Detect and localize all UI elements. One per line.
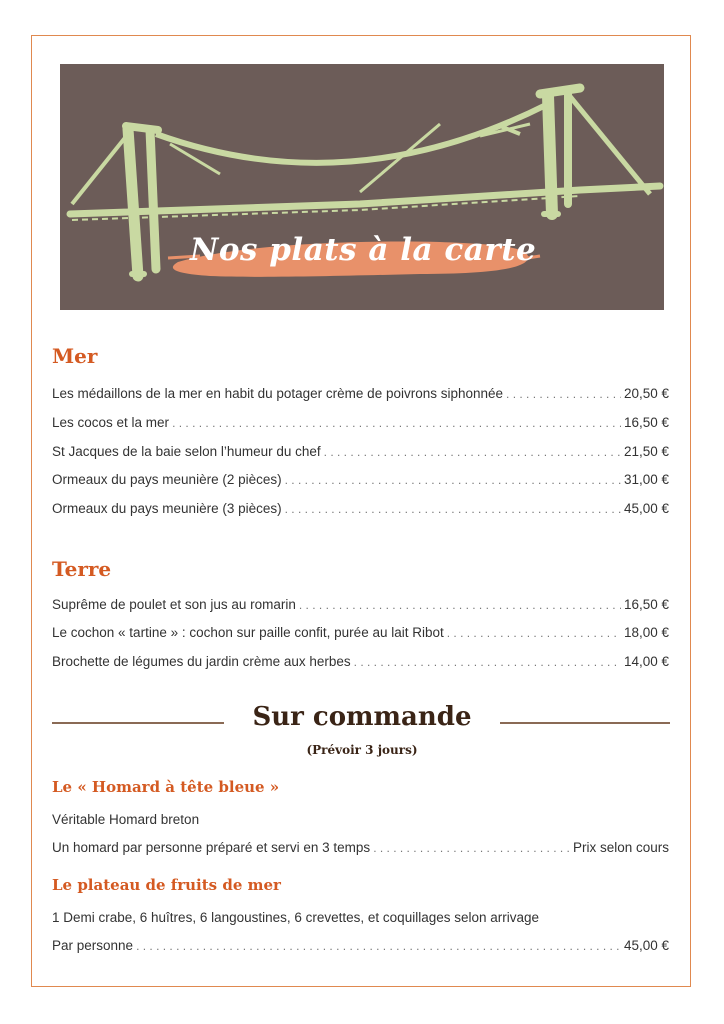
item-name: St Jacques de la baie selon l’humeur du chef: [52, 444, 321, 459]
plateau-price-row: [52, 938, 669, 953]
menu-item: [52, 415, 669, 430]
banner: [60, 64, 664, 310]
commande-subtitle: (Prévoir 3 jours): [306, 743, 418, 757]
homard-price-row: [52, 840, 669, 855]
item-name: Le cochon « tartine » : cochon sur paille confit, purée au lait Ribot: [52, 625, 444, 640]
menu-item: [52, 472, 669, 487]
item-price: Prix selon cours: [572, 840, 669, 855]
banner-title: Nos plats à la carte: [190, 232, 537, 268]
leader-dots: [373, 841, 570, 855]
item-name: Ormeaux du pays meunière (3 pièces): [52, 501, 282, 516]
item-name: Brochette de légumes du jardin crème aux herbes: [52, 654, 351, 669]
leader-dots: [172, 416, 621, 430]
leader-dots: [285, 473, 621, 487]
plateau-description: 1 Demi crabe, 6 huîtres, 6 langoustines, 6 crevettes, et coquillages selon arrivage: [52, 910, 540, 925]
menu-item: [52, 654, 669, 669]
homard-description: Véritable Homard breton: [52, 812, 200, 827]
item-price: 31,00 €: [623, 472, 669, 487]
leader-dots: [299, 598, 621, 612]
divider-left: [52, 722, 224, 724]
item-name: Suprême de poulet et son jus au romarin: [52, 597, 296, 612]
item-price: 16,50 €: [623, 415, 669, 430]
leader-dots: [136, 939, 621, 953]
menu-item: [52, 386, 669, 401]
item-price: 14,00 €: [623, 654, 669, 669]
divider-right: [500, 722, 670, 724]
item-price: 45,00 €: [623, 938, 669, 953]
item-price: 20,50 €: [623, 386, 669, 401]
homard-title: Le « Homard à tête bleue »: [52, 778, 280, 796]
leader-dots: [354, 655, 621, 669]
item-name: Les cocos et la mer: [52, 415, 170, 430]
menu-item: [52, 444, 669, 459]
item-name: Ormeaux du pays meunière (2 pièces): [52, 472, 282, 487]
item-name: Par personne: [52, 938, 134, 953]
item-price: 16,50 €: [623, 597, 669, 612]
leader-dots: [447, 626, 621, 640]
commande-title: Sur commande: [252, 702, 472, 732]
item-price: 21,50 €: [623, 444, 669, 459]
bridge-illustration: [60, 64, 664, 310]
item-price: 45,00 €: [623, 501, 669, 516]
section-title-mer: Mer: [52, 344, 98, 368]
menu-item: [52, 501, 669, 516]
leader-dots: [324, 445, 621, 459]
leader-dots: [506, 387, 621, 401]
item-name: Les médaillons de la mer en habit du potager crème de poivrons siphonnée: [52, 386, 504, 401]
leader-dots: [285, 502, 621, 516]
section-title-terre: Terre: [52, 557, 112, 581]
plateau-title: Le plateau de fruits de mer: [52, 876, 281, 894]
menu-item: [52, 597, 669, 612]
menu-item: [52, 625, 669, 640]
item-name: Un homard par personne préparé et servi en 3 temps: [52, 840, 371, 855]
item-price: 18,00 €: [623, 625, 669, 640]
